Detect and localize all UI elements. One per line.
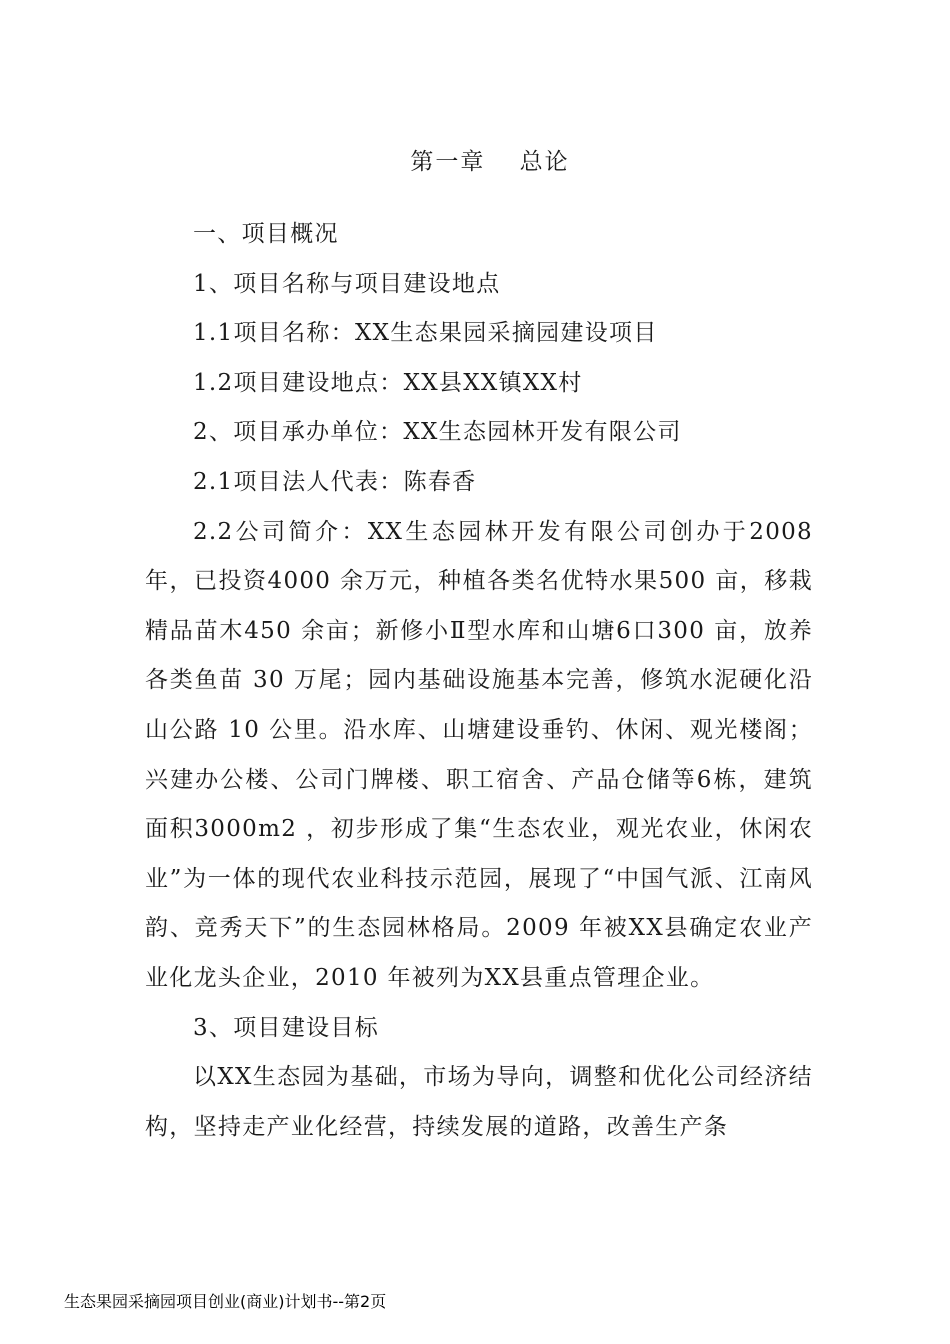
item-project-name-and-location: 1、项目名称与项目建设地点: [193, 270, 501, 297]
goals-paragraph: 以XX生态园为基础，市场为导向，调整和优化公司经济结构，坚持走产业化经营，持续发展的道路，改善生产条: [145, 1064, 813, 1140]
chapter-title: 第一章 总论: [410, 149, 570, 175]
document-body: [145, 210, 813, 1152]
item-construction-goals: 3、项目建设目标: [193, 1014, 380, 1041]
page-footer: 生态果园采摘园项目创业(商业)计划书--第2页: [64, 1292, 387, 1311]
item-project-name: 1.1项目名称：XX生态果园采摘园建设项目: [193, 320, 658, 347]
item-host-organization: 2、项目承办单位：XX生态园林开发有限公司: [193, 419, 682, 446]
company-profile-paragraph: 2.2公司简介：XX生态园林开发有限公司创办于2008年，已投资4000 余万元，种植各类名优特水果500 亩，移栽精品苗木450 余亩；新修小Ⅱ型水库和山塘6口300 亩，放养各类鱼苗 30 万尾；园内基础设施基本完善，修筑水泥硬化沿山公路 10 公里。沿水库、山塘建设垂钓、休闲、观光楼阁；兴建办公楼、公司门牌楼、职工宿舍、产品仓储等6栋，建筑面积3000m2 ，初步形成了集“生态农业，观光农业，休闲农业”为一体的现代农业科技示范园，展现了“中国气派、江南风韵、竞秀天下”的生态园林格局。2009 年被XX县确定农业产业化龙头企业，2010 年被列为XX县重点管理企业。: [145, 518, 813, 991]
item-project-location: 1.2项目建设地点：XX县XX镇XX村: [193, 369, 583, 396]
section-heading-project-overview: 一、项目概况: [193, 221, 339, 247]
item-legal-representative: 2.1项目法人代表：陈春香: [193, 468, 477, 495]
